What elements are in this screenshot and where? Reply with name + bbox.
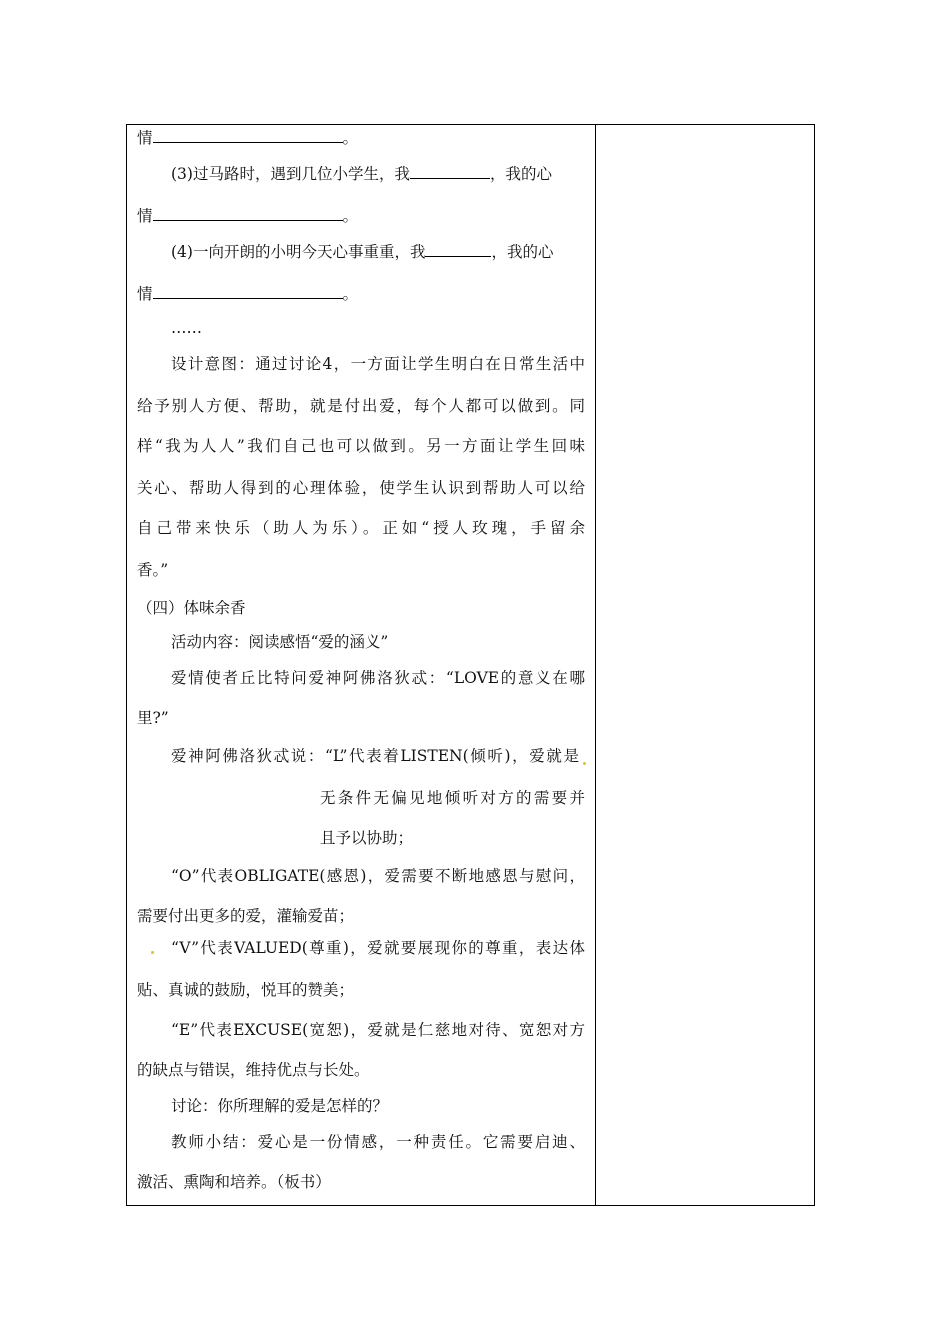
o-line-2: 需要付出更多的爱，灌输爱苗； (137, 907, 355, 925)
stray-mark (583, 762, 586, 765)
section-heading: （四）体味余香 (137, 599, 246, 617)
question-line-2: 里?” (137, 709, 169, 727)
summary-line-2: 激活、熏陶和培养。（板书） (137, 1173, 331, 1191)
text: 情 (137, 207, 153, 225)
e-line-1: “E”代表EXCUSE(宽恕)，爱就是仁慈地对待、宽恕对方 (171, 1021, 585, 1039)
fill-blank (153, 205, 343, 221)
design-intent-line-1: 设计意图：通过讨论4，一方面让学生明白在日常生活中 (171, 355, 585, 373)
l-line-3: 且予以协助； (320, 829, 414, 847)
activity-line: 活动内容：阅读感悟“爱的涵义” (171, 633, 389, 651)
design-intent-line-6: 香。” (137, 561, 169, 579)
question-line-1: 爱情使者丘比特问爱神阿佛洛狄忒：“LOVE的意义在哪 (171, 669, 585, 687)
line-4 (171, 241, 553, 263)
l-line-2: 无条件无偏见地倾听对方的需要并 (320, 789, 585, 807)
summary-line-1: 教师小结：爱心是一份情感，一种责任。它需要启迪、 (171, 1133, 585, 1151)
text: ，我的心 (489, 165, 552, 183)
line-1 (137, 127, 358, 149)
text: 情 (137, 129, 153, 147)
text: 。 (342, 207, 359, 225)
lesson-table (126, 124, 815, 1206)
design-intent-line-3: 样“我为人人”我们自己也可以做到。另一方面让学生回味 (137, 437, 585, 455)
v-line-1: “V”代表VALUED(尊重)，爱就要展现你的尊重，表达体 (171, 939, 585, 957)
design-intent-line-4: 关心、帮助人得到的心理体验，使学生认识到帮助人可以给 (137, 479, 585, 497)
design-intent-line-2: 给予别人方便、帮助，就是付出爱，每个人都可以做到。同 (137, 397, 585, 415)
fill-blank (425, 241, 491, 257)
design-intent-line-5: 自己带来快乐（助人为乐）。正如“授人玫瑰，手留余 (137, 519, 585, 537)
line-5 (137, 283, 358, 305)
e-line-2: 的缺点与错误，维持优点与长处。 (137, 1061, 370, 1079)
text: (4)一向开朗的小明今天心事重重，我 (171, 243, 426, 261)
text: 情 (137, 285, 153, 303)
column-divider (595, 125, 596, 1205)
text: ，我的心 (491, 243, 554, 261)
fill-blank (153, 283, 343, 299)
text: 。 (342, 129, 359, 147)
l-line-1: 爱神阿佛洛狄忒说：“L”代表着LISTEN(倾听)，爱就是 (171, 747, 579, 765)
line-2 (171, 163, 552, 185)
fill-blank (153, 127, 343, 143)
text: (3)过马路时，遇到几位小学生，我 (171, 165, 410, 183)
ellipsis: …… (171, 319, 202, 337)
discussion-line: 讨论：你所理解的爱是怎样的？ (171, 1097, 389, 1115)
v-line-2: 贴、真诚的鼓励，悦耳的赞美； (137, 981, 355, 999)
o-line-1: “O”代表OBLIGATE(感恩)，爱需要不断地感恩与慰问， (171, 867, 585, 885)
stray-mark (151, 951, 154, 954)
line-3 (137, 205, 358, 227)
fill-blank (410, 163, 490, 179)
text: 。 (342, 285, 359, 303)
